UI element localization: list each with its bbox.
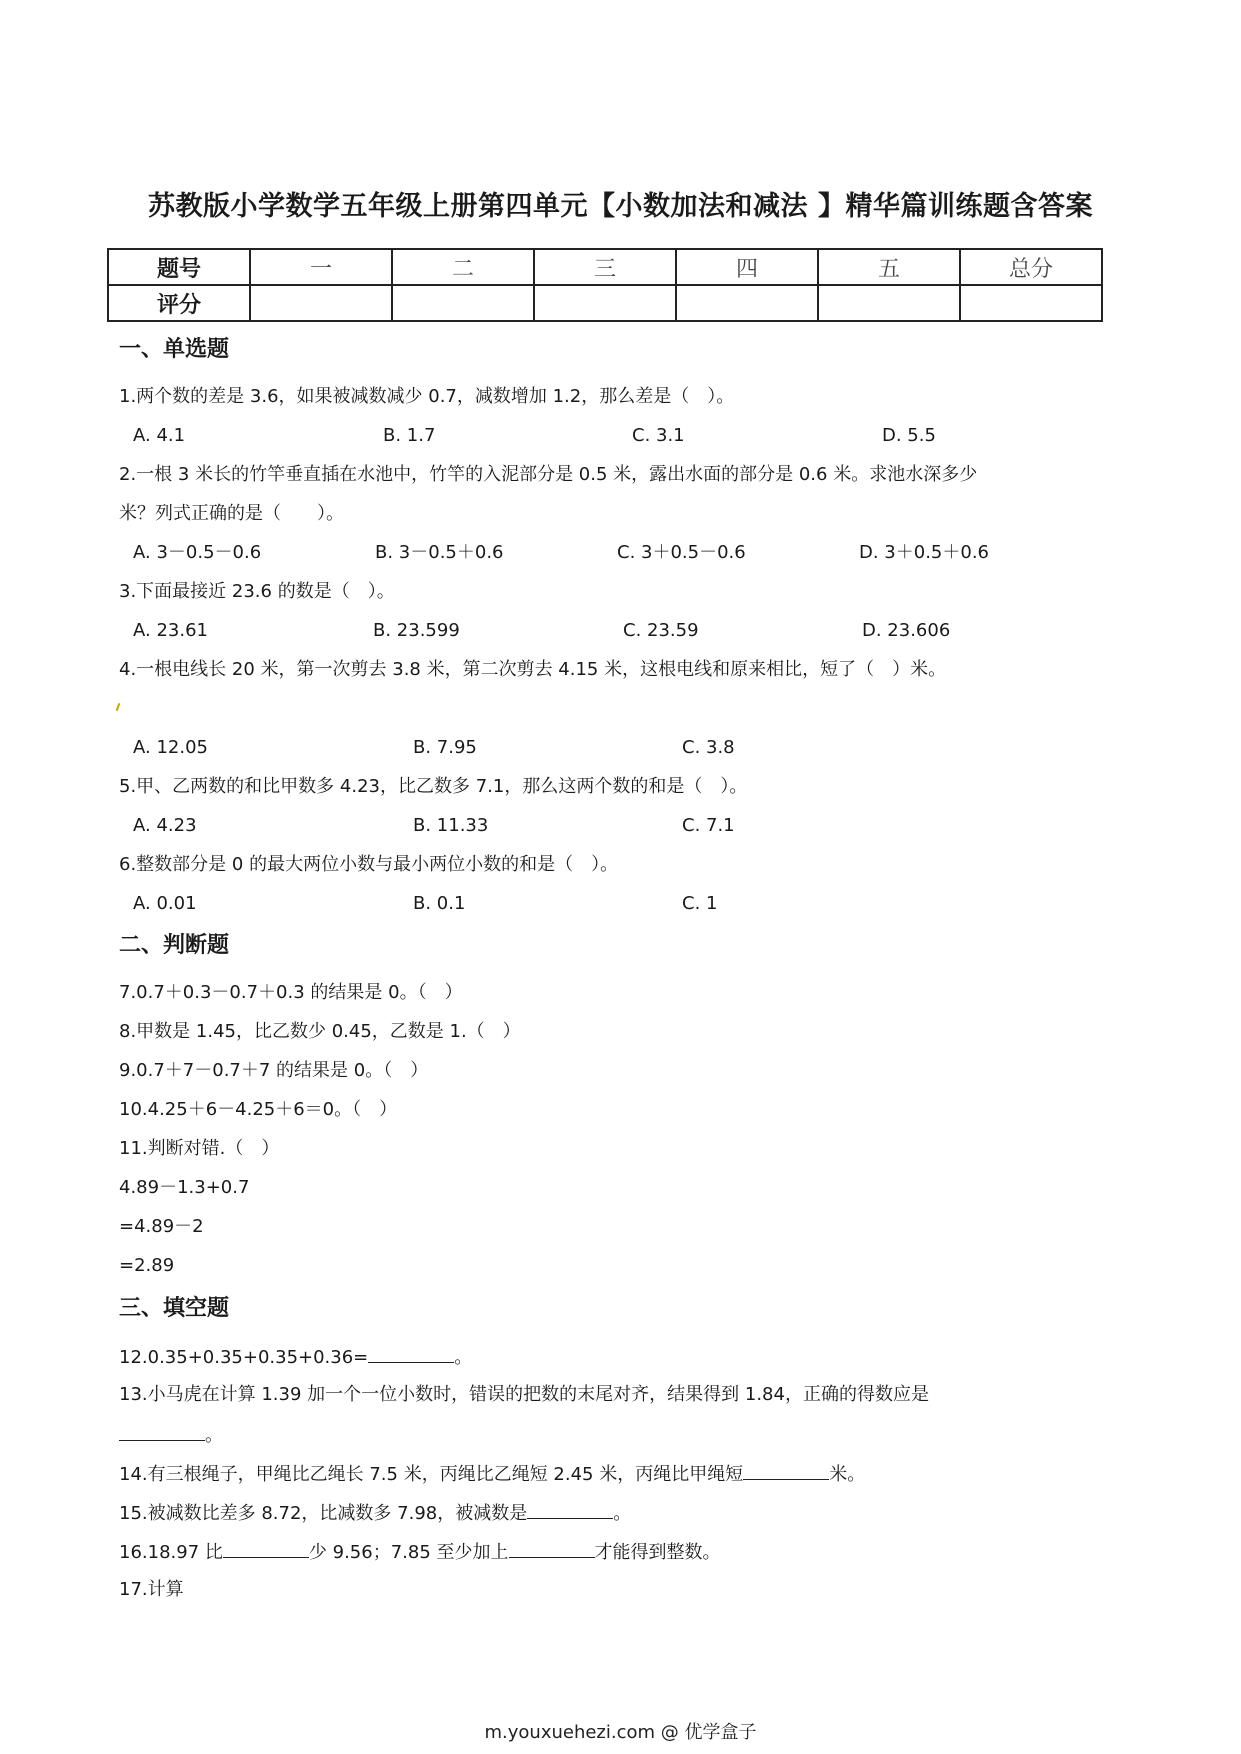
section-heading-fill-blank: 三、填空题 (119, 1296, 230, 1321)
answer-blank[interactable] (368, 1344, 454, 1363)
q11-step-3: =2.89 (119, 1255, 175, 1276)
question-9: 9.0.7＋7－0.7＋7 的结果是 0。（ ） (119, 1060, 429, 1081)
q15-text: 15.被减数比差多 8.72，比减数多 7.98，被减数是 (119, 1503, 528, 1524)
q16-end: 才能得到整数。 (594, 1542, 721, 1563)
q12-end: 。 (454, 1347, 473, 1368)
answer-blank[interactable] (223, 1539, 309, 1558)
answer-blank[interactable] (743, 1461, 829, 1480)
table-cell: 三 (534, 249, 676, 285)
footer-watermark: m.youxuehezi.com @ 优学盒子 (484, 1722, 757, 1743)
page-title: 苏教版小学数学五年级上册第四单元【小数加法和减法 】精华篇训练题含答案 (148, 191, 1093, 222)
q2-option-b: B. 3－0.5＋0.6 (375, 542, 504, 563)
q5-option-b: B. 11.33 (413, 815, 489, 836)
q3-option-c: C. 23.59 (623, 620, 699, 641)
q1-option-b: B. 1.7 (383, 425, 436, 446)
q15-end: 。 (613, 1503, 632, 1524)
score-table (107, 248, 1103, 322)
section-heading-single-choice: 一、单选题 (119, 337, 230, 362)
q11-step-1: 4.89－1.3+0.7 (119, 1177, 250, 1198)
question-1: 1.两个数的差是 3.6，如果被减数减少 0.7，减数增加 1.2，那么差是（ ）。 (119, 386, 735, 407)
q4-option-a: A. 12.05 (133, 737, 208, 758)
score-cell (392, 285, 534, 321)
question-15 (119, 1500, 631, 1526)
score-cell (534, 285, 676, 321)
q3-option-b: B. 23.599 (373, 620, 460, 641)
score-cell (250, 285, 392, 321)
q1-option-c: C. 3.1 (632, 425, 685, 446)
q2-option-d: D. 3＋0.5＋0.6 (859, 542, 990, 563)
question-8: 8.甲数是 1.45，比乙数少 0.45，乙数是 1.（ ） (119, 1021, 521, 1042)
table-cell: 总分 (960, 249, 1102, 285)
question-14 (119, 1461, 865, 1487)
q16-text: 16.18.97 比 (119, 1542, 223, 1563)
question-4: 4.一根电线长 20 米，第一次剪去 3.8 米，第二次剪去 4.15 米，这根电线和原来相比，短了（ ）米。 (119, 659, 947, 680)
q6-option-c: C. 1 (682, 893, 718, 914)
q4-option-b: B. 7.95 (413, 737, 477, 758)
table-cell: 二 (392, 249, 534, 285)
table-cell: 五 (818, 249, 960, 285)
q1-option-d: D. 5.5 (882, 425, 936, 446)
question-10: 10.4.25＋6－4.25＋6＝0。（ ） (119, 1099, 398, 1120)
q3-option-d: D. 23.606 (862, 620, 951, 641)
q4-option-c: C. 3.8 (682, 737, 735, 758)
table-cell: 四 (676, 249, 818, 285)
q14-end: 米。 (829, 1464, 866, 1485)
question-3: 3.下面最接近 23.6 的数是（ ）。 (119, 581, 395, 602)
question-13-line-1: 13.小马虎在计算 1.39 加一个一位小数时，错误的把数的末尾对齐，结果得到 1.84，正确的得数应是 (119, 1384, 929, 1405)
q5-option-c: C. 7.1 (682, 815, 735, 836)
q3-option-a: A. 23.61 (133, 620, 208, 641)
q14-text: 14.有三根绳子，甲绳比乙绳长 7.5 米，丙绳比乙绳短 2.45 米，丙绳比甲绳短 (119, 1464, 744, 1485)
question-2-line-2: 米？列式正确的是（ ）。 (119, 503, 344, 524)
q13-end: 。 (205, 1425, 223, 1446)
answer-blank[interactable] (509, 1539, 595, 1558)
q2-option-c: C. 3＋0.5－0.6 (617, 542, 746, 563)
question-17: 17.计算 (119, 1579, 184, 1600)
q6-option-b: B. 0.1 (413, 893, 466, 914)
answer-blank[interactable] (527, 1500, 613, 1519)
table-cell: 一 (250, 249, 392, 285)
q12-text: 12.0.35+0.35+0.35+0.36= (119, 1347, 369, 1368)
score-cell (818, 285, 960, 321)
table-row (108, 249, 1102, 285)
scan-speck (116, 703, 121, 711)
question-11: 11.判断对错.（ ） (119, 1138, 280, 1159)
q5-option-a: A. 4.23 (133, 815, 197, 836)
q16-mid: 少 9.56；7.85 至少加上 (308, 1542, 509, 1563)
question-2-line-1: 2.一根 3 米长的竹竿垂直插在水池中，竹竿的入泥部分是 0.5 米，露出水面的部分是 0.6 米。求池水深多少 (119, 464, 978, 485)
question-6: 6.整数部分是 0 的最大两位小数与最小两位小数的和是（ ）。 (119, 854, 619, 875)
answer-blank[interactable] (119, 1422, 205, 1441)
question-5: 5.甲、乙两数的和比甲数多 4.23，比乙数多 7.1，那么这两个数的和是（ ）。 (119, 776, 748, 797)
q1-option-a: A. 4.1 (133, 425, 186, 446)
table-cell: 题号 (108, 249, 250, 285)
q11-step-2: =4.89－2 (119, 1216, 204, 1237)
question-16 (119, 1539, 721, 1565)
question-13-line-2 (119, 1422, 223, 1448)
table-cell: 评分 (108, 285, 250, 321)
score-cell (960, 285, 1102, 321)
q6-option-a: A. 0.01 (133, 893, 197, 914)
score-cell (676, 285, 818, 321)
question-7: 7.0.7＋0.3－0.7＋0.3 的结果是 0。（ ） (119, 982, 463, 1003)
q2-option-a: A. 3－0.5－0.6 (133, 542, 262, 563)
question-12 (119, 1344, 472, 1370)
section-heading-true-false: 二、判断题 (119, 933, 230, 958)
table-row (108, 285, 1102, 321)
